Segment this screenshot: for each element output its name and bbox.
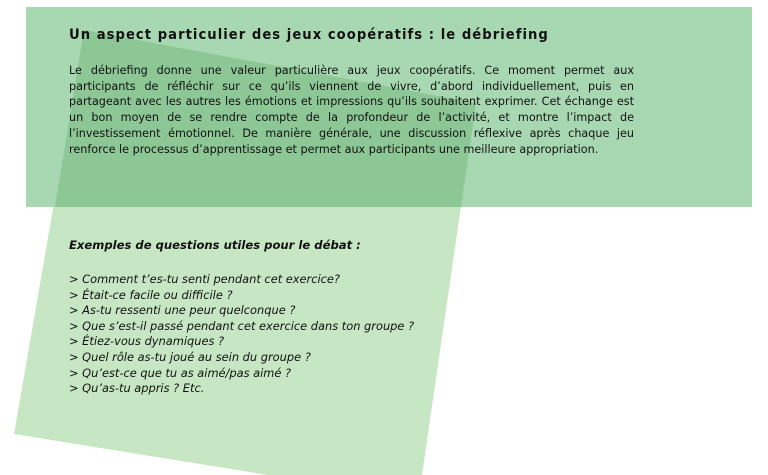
- question-item: > Qu’est-ce que tu as aimé/pas aimé ?: [69, 365, 292, 380]
- question-item: > Étiez-vous dynamiques ?: [69, 334, 225, 349]
- question-item: > Était-ce facile ou difficile ?: [69, 287, 233, 302]
- question-item: > Qu’as-tu appris ? Etc.: [69, 381, 205, 396]
- section-title: Un aspect particulier des jeux coopératifs : le débriefing: [69, 27, 549, 43]
- question-item: > Que s’est-il passé pendant cet exercice dans ton groupe ?: [69, 318, 415, 333]
- question-item: > Quel rôle as-tu joué au sein du groupe ?: [69, 349, 311, 364]
- question-list: [69, 272, 414, 397]
- questions-heading: Exemples de questions utiles pour le débat :: [69, 238, 361, 252]
- question-item: > As-tu ressenti une peur quelconque ?: [69, 303, 296, 318]
- intro-paragraph: Le débriefing donne une valeur particulière aux jeux coopératifs. Ce moment permet aux participants de réfléchir sur ce qu’ils viennent de vivre, d’abord individuellement, puis en partageant avec les autres les émotions et impressions qu’ils souhaitent exprimer. Cet échange est un bon moyen de se rendre compte de la profondeur de l’activité, et montre l’impact de l’investissement émotionnel. De manière générale, une discussion réflexive après chaque jeu renforce le processus d’apprentissage et permet aux participants une meilleure appropriation.: [69, 64, 634, 156]
- question-item: > Comment t’es-tu senti pendant cet exercice?: [69, 272, 340, 286]
